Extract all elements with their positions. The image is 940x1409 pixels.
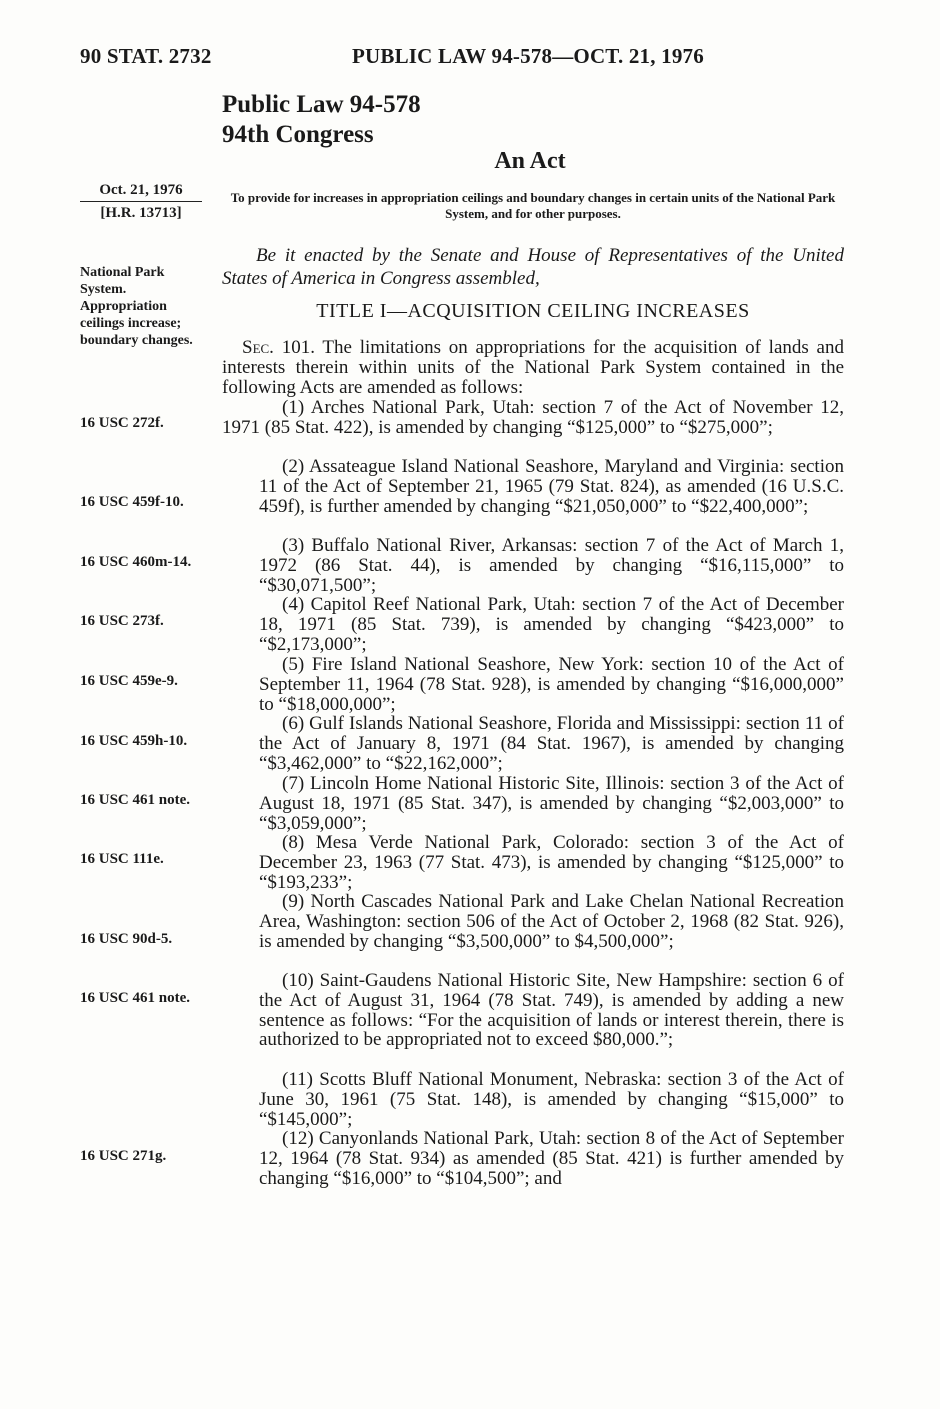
paragraph-3: (3) Buffalo National River, Arkansas: section 7 of the Act of March 1, 1972 (86 Stat. 44), is amended by changing “$16,115,000” to “$30,071,500”; bbox=[259, 535, 844, 596]
margin-note: National Park System. Appropriation ceilings increase; boundary changes. bbox=[80, 265, 193, 348]
paragraph-9: (9) North Cascades National Park and Lake Chelan National Recreation Area, Washington: section 506 of the Act of October 2, 1968 (82 Stat. 926), is amended by changing “$3,500,000” to $4,500,000”; bbox=[259, 891, 844, 952]
enactment-date: Oct. 21, 1976 bbox=[80, 182, 202, 202]
section-label: Sec. bbox=[242, 337, 274, 358]
running-head: PUBLIC LAW 94-578—OCT. 21, 1976 bbox=[352, 44, 704, 68]
citation-8: 16 USC 111e. bbox=[80, 851, 164, 867]
paragraph-4: (4) Capitol Reef National Park, Utah: section 7 of the Act of December 18, 1971 (85 Stat. 739), is amended by changing “$423,000” to “$2,173,000”; bbox=[259, 594, 844, 655]
citation-4: 16 USC 273f. bbox=[80, 613, 164, 629]
title-heading: TITLE I—ACQUISITION CEILING INCREASES bbox=[316, 300, 750, 322]
section-101 bbox=[222, 338, 844, 397]
act-purpose: To provide for increases in appropriation ceilings and boundary changes in certain units of the National Park System, and for other purposes. bbox=[230, 190, 836, 221]
paragraph-7: (7) Lincoln Home National Historic Site, Illinois: section 3 of the Act of August 18, 1971 (85 Stat. 347), is amended by changing “$2,003,000” to “$3,059,000”; bbox=[259, 773, 844, 834]
citation-12: 16 USC 271g. bbox=[80, 1148, 167, 1164]
citation-7: 16 USC 461 note. bbox=[80, 792, 191, 808]
law-title bbox=[222, 90, 421, 150]
citation-5: 16 USC 459e-9. bbox=[80, 673, 178, 689]
page-stat-number: 90 STAT. 2732 bbox=[80, 44, 212, 68]
paragraph-5: (5) Fire Island National Seashore, New York: section 10 of the Act of September 11, 1964 (78 Stat. 928), is amended by changing “$16,000,000” to “$18,000,000”; bbox=[259, 654, 844, 715]
citation-6: 16 USC 459h-10. bbox=[80, 733, 188, 749]
paragraph-8: (8) Mesa Verde National Park, Colorado: section 3 of the Act of December 23, 1963 (77 Stat. 473), is amended by changing “$125,000” to “$193,233”; bbox=[259, 832, 844, 893]
paragraph-2: (2) Assateague Island National Seashore, Maryland and Virginia: section 11 of the Act of September 21, 1965 (79 Stat. 824), as amended (16 U.S.C. 459f), is further amended by changing “$21,050,000” to “$22,400,000”; bbox=[259, 456, 844, 517]
paragraph-12: (12) Canyonlands National Park, Utah: section 8 of the Act of September 12, 1964 (78 Stat. 934) as amended (85 Stat. 421) is further amended by changing “$16,000” to “$104,500”; and bbox=[259, 1128, 844, 1189]
bill-number: [H.R. 13713] bbox=[100, 205, 182, 221]
congress-number: 94th Congress bbox=[222, 121, 374, 148]
section-text: 101. The limitations on appropriations for the acquisition of lands and interests therein within units of the National Park System contained in the following Acts are amended as follows: bbox=[222, 337, 844, 398]
citation-10: 16 USC 461 note. bbox=[80, 990, 191, 1006]
citation-9: 16 USC 90d-5. bbox=[80, 931, 173, 947]
act-heading: An Act bbox=[494, 148, 566, 174]
margin-date-box bbox=[80, 182, 202, 222]
paragraph-10: (10) Saint-Gaudens National Historic Site, New Hampshire: section 6 of the Act of August 31, 1964 (78 Stat. 749), is amended by adding a new sentence as follows: “For the acquisition of lands or interest therein, there is authorized to be appropriated not to exceed $80,000.”; bbox=[259, 970, 844, 1051]
paragraph-11: (11) Scotts Bluff National Monument, Nebraska: section 3 of the Act of June 30, 1961 (75 Stat. 148), is amended by changing “$15,000” to “$145,000”; bbox=[259, 1069, 844, 1130]
citation-2: 16 USC 459f-10. bbox=[80, 494, 184, 510]
citation-3: 16 USC 460m-14. bbox=[80, 554, 192, 570]
paragraph-1: (1) Arches National Park, Utah: section 7 of the Act of November 12, 1971 (85 Stat. 422), is amended by changing “$125,000” to “$275,000”; bbox=[222, 397, 844, 438]
citation-1: 16 USC 272f. bbox=[80, 415, 164, 431]
paragraph-6: (6) Gulf Islands National Seashore, Florida and Mississippi: section 11 of the Act of January 8, 1971 (84 Stat. 1967), is amended by changing “$3,462,000” to “$22,162,000”; bbox=[259, 713, 844, 774]
public-law-number: Public Law 94-578 bbox=[222, 91, 421, 118]
enacting-clause: Be it enacted by the Senate and House of Representatives of the United States of America in Congress assembled, bbox=[222, 245, 844, 289]
